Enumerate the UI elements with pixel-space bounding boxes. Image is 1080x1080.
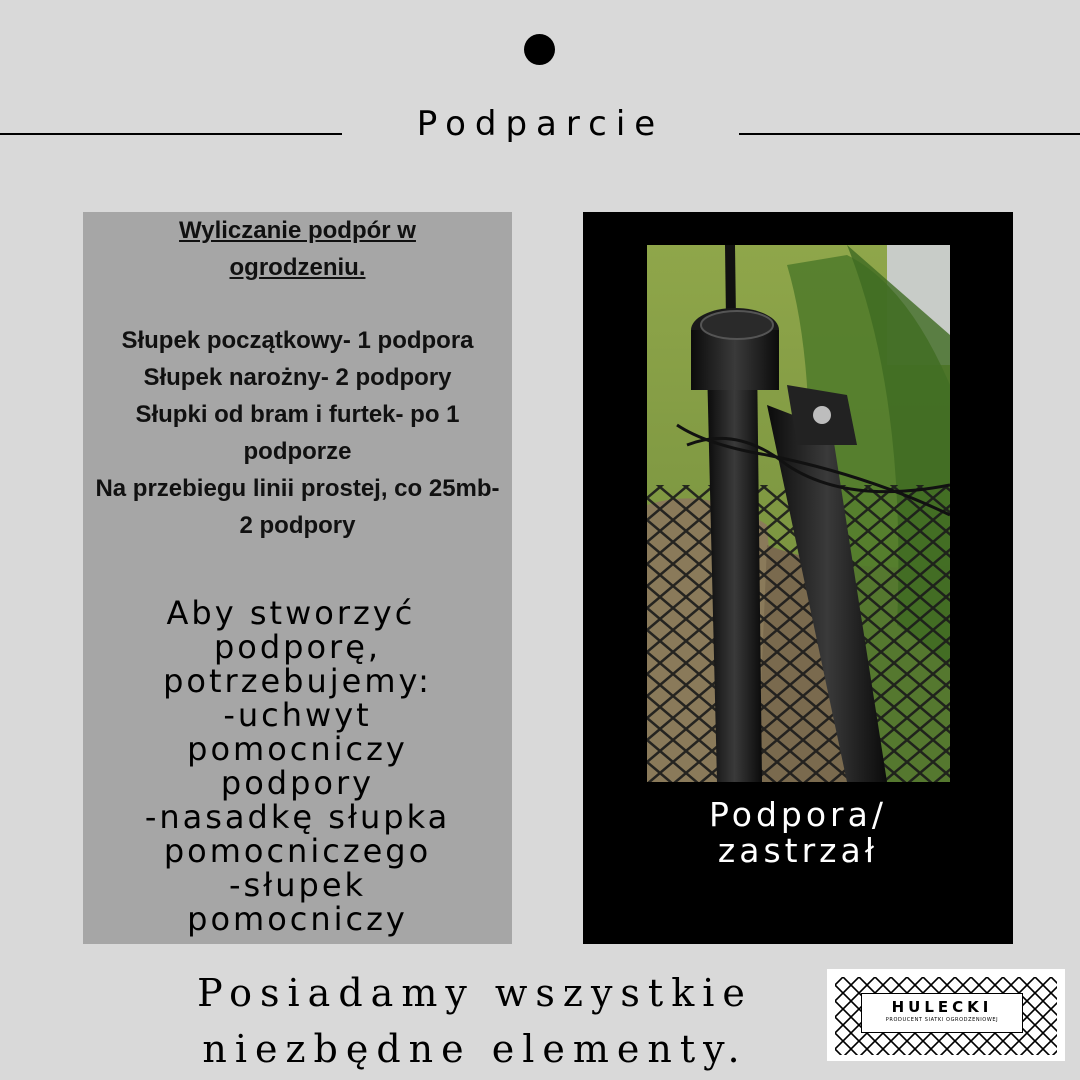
page-title: Podparcie — [416, 104, 665, 144]
photo-caption — [583, 797, 1013, 869]
logo-tagline: PRODUCENT SIATKI OGRODZENIOWEJ — [885, 1017, 999, 1023]
fence-support-photo — [647, 245, 950, 782]
needs-line: -uchwyt — [223, 696, 372, 734]
required-parts-text — [83, 596, 512, 936]
logo-name: HULECKI — [891, 998, 993, 1016]
needs-line: potrzebujemy: — [163, 662, 432, 700]
photo-panel — [583, 212, 1013, 944]
rule-item: Na przebiegu linii prostej, co 25mb- 2 podpory — [95, 475, 500, 539]
needs-line: pomocniczy — [187, 900, 408, 938]
info-heading: Wyliczanie podpór w ogrodzeniu. — [179, 217, 416, 281]
caption-line: Podpora/ — [709, 795, 887, 834]
footer-line: niezbędne elementy. — [202, 1027, 748, 1071]
divider-right — [739, 133, 1080, 135]
logo-wordmark — [861, 993, 1023, 1033]
caption-line: zastrzał — [717, 831, 879, 870]
needs-line: -słupek — [228, 866, 367, 904]
company-logo — [827, 969, 1065, 1061]
needs-line: pomocniczego — [163, 832, 432, 870]
needs-line: podpory — [220, 764, 375, 802]
divider-left — [0, 133, 342, 135]
rule-item: Słupki od bram i furtek- po 1 podporze — [135, 401, 460, 465]
info-panel — [83, 212, 512, 944]
needs-line: -nasadkę słupka — [144, 798, 451, 836]
needs-line: pomocniczy — [187, 730, 408, 768]
support-rules-list — [83, 322, 512, 544]
rule-item: Słupek początkowy- 1 podpora — [121, 327, 474, 354]
needs-line: Aby stworzyć — [166, 594, 429, 632]
footer-line: Posiadamy wszystkie — [197, 971, 753, 1015]
footer-slogan — [150, 965, 800, 1077]
needs-line: podporę, — [213, 628, 382, 666]
rule-item: Słupek narożny- 2 podpory — [143, 364, 452, 391]
decorative-dot — [524, 34, 555, 65]
